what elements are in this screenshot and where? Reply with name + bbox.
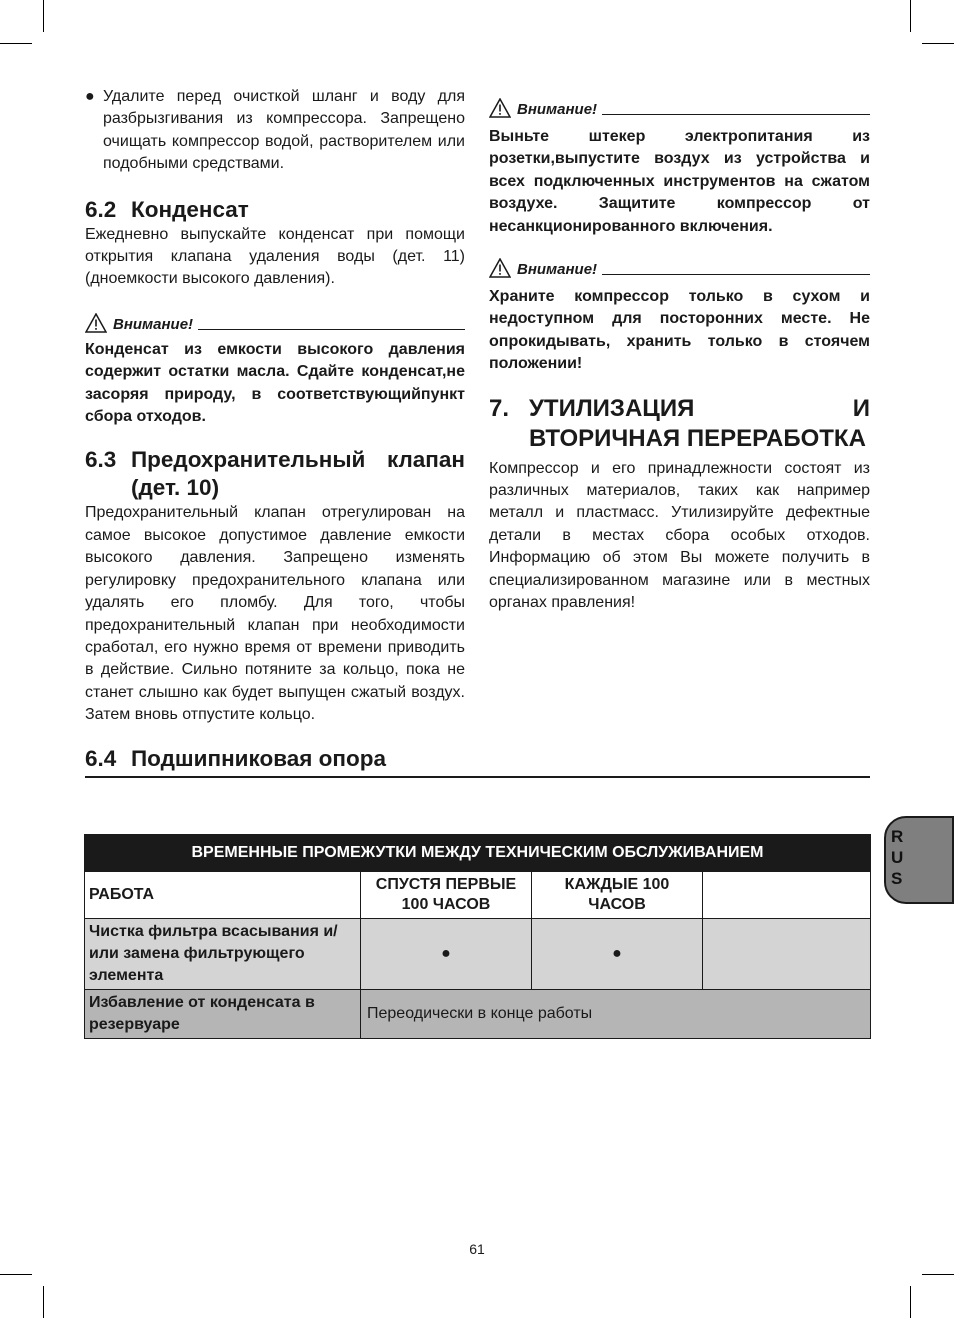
row-label: Избавление от конденсата в резервуаре [85,990,361,1039]
warning-icon [85,313,107,333]
paragraph: Компрессор и его принадлежности состоят из различных материалов, таких как например металл и пластмасс. Утилизируйте дефектные детали в местах сбора особых отходов. Информацию об этом Вы можете получить в специализированном магазине или в местных органах правления! [489,459,870,612]
crop-mark [0,1274,32,1275]
table-cell: Переодически в конце работы [361,990,871,1039]
divider [602,274,870,275]
column-header: СПУСТЯ ПЕРВЫЕ 100 ЧАСОВ [361,872,532,919]
section-heading-6-4: 6.4 Подшипниковая опора [85,745,386,771]
warning-text: Конденсат из емкости высокого давления содержит остатки масла. Сдайте конденсат,не засоряя природу, в соответствующийпункт сбора отходов. [85,340,465,426]
table-cell [703,919,871,990]
divider [85,776,870,778]
crop-mark [43,0,44,32]
column-header: РАБОТА [85,872,361,919]
bullet-icon: ● [85,88,95,105]
warning-text: Храните компрессор только в сухом и недоступном для посторонних месте. Не опрокидывать, хранить только в стоячем положении! [489,288,870,373]
right-column [489,92,870,615]
table-row [85,919,871,990]
crop-mark [922,1274,954,1275]
paragraph: Ежедневно выпускайте конденсат при помощи открытия клапана удаления воды (дет. 11) (дноемкости высокого давления). [85,225,465,288]
list-item [85,86,465,176]
crop-mark [43,1286,44,1318]
warning-label: Внимание! [489,252,870,278]
section-heading-6-3: 6.3 Предохранительный клапан (дет. 10) [85,447,465,501]
warning-label: Внимание! [489,92,870,118]
crop-mark [0,43,32,44]
warning-text: Выньте штекер электропитания из розетки,выпустите воздух из устройства и всех подключенных инструментов на сжатом воздухе. Защитите компрессор от несанкционированного включения. [489,128,870,235]
table-row [85,990,871,1039]
page-number: 61 [469,1241,485,1257]
column-header [703,872,871,919]
table-cell: ● [361,919,532,990]
list-item-text: Удалите перед очисткой шланг и воду для разбрызгивания из компрессора. Запрещено очищать компрессор водой, растворителем или подобными средствами. [103,88,465,173]
table-title: ВРЕМЕННЫЕ ПРОМЕЖУТКИ МЕЖДУ ТЕХНИЧЕСКИМ ОБСЛУЖИВАНИЕМ [85,835,871,872]
crop-mark [910,0,911,32]
language-tab-label: R U S [891,827,904,888]
divider [198,329,465,330]
row-label: Чистка фильтра всасывания и/или замена фильтрующего элемента [85,919,361,990]
warning-icon [489,258,511,278]
warning-icon [489,98,511,118]
crop-mark [922,43,954,44]
left-column [85,86,465,773]
crop-mark [910,1286,911,1318]
paragraph: Предохранительный клапан отрегулирован на самое высокое допустимое давление емкости высокого давления. Запрещено изменять регулировку предохранительного клапана или удалять его пломбу. Для того, чтобы предохранительный клапан при необходимости сработал, его нужно время от времени приводить в действие. Сильно потяните за кольцо, пока не станет слышно как будет выпущен сжатый воздух. Затем вновь отпустите кольцо. [85,504,465,724]
column-header: КАЖДЫЕ 100 ЧАСОВ [532,872,703,919]
maintenance-table [84,834,871,1039]
section-heading-7: 7. УТИЛИЗАЦИЯ И ВТОРИЧНАЯ ПЕРЕРАБОТКА [489,394,870,452]
table-header-row [85,872,871,919]
section-heading-6-2: 6.2 Конденсат [85,196,249,222]
warning-label: Внимание! [85,307,465,333]
table-cell: ● [532,919,703,990]
divider [602,114,870,115]
